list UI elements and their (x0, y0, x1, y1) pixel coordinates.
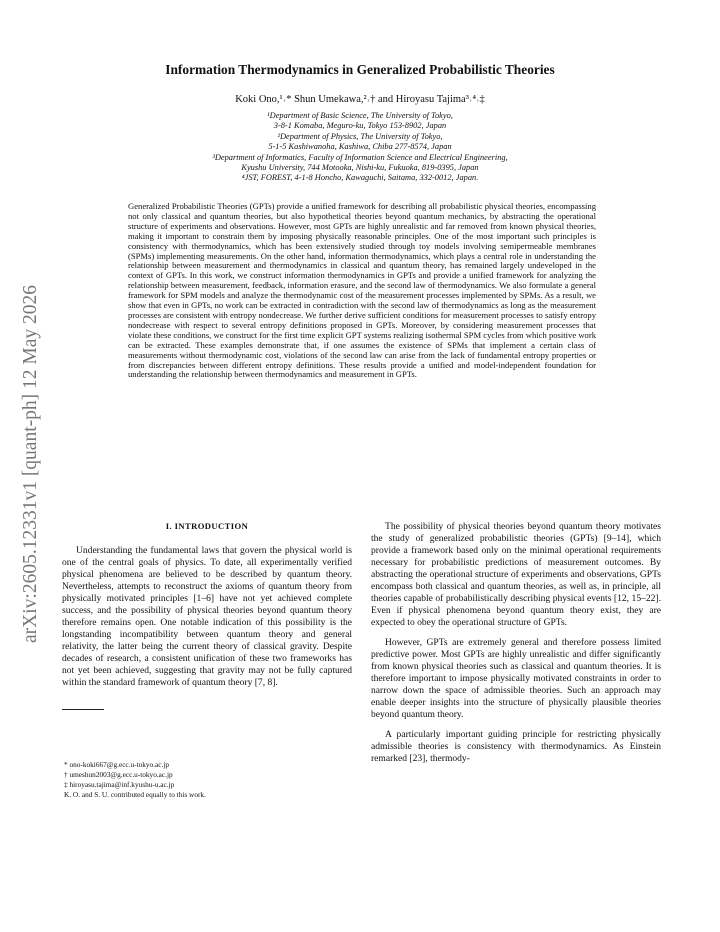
affiliation-line: ²Department of Physics, The University of Tokyo, (277, 131, 443, 141)
abstract: Generalized Probabilistic Theories (GPTs) provide a unified framework for describing all probabilistic physical theories, encompassing not only classical and quantum theories, but also hypothetical theories beyond quantum mechanics, by abstracting the operational structure of experiments and observations. However, most GPTs are highly unrealistic and far removed from known physical theories, making it important to constrain them by imposing physically reasonable principles. One of the most important such principles is consistency with thermodynamics, which has been extensively studied through toy models involving semipermeable membranes (SPMs) implementing measurements. On the other hand, information thermodynamics, which plays a central role in understanding the relationship between measurement and thermodynamics in classical and quantum theory, has remained largely undeveloped in the context of GPTs. In this work, we construct information thermodynamics in GPTs and provide a unified framework for analyzing the relationship between measurement, feedback, information erasure, and the second law of thermodynamics. We also formulate a general framework for SPM models and analyze the thermodynamic cost of the measurement processes implemented by SPMs. As a result, we show that even in GPTs, no work can be extracted in contradiction with the second law of thermodynamics as long as the measurement processes are consistent with entropy nondecrease. We further derive sufficient conditions for measurement processes to satisfy entropy nondecrease with respect to several entropy definitions proposed in GPTs. Moreover, by considering measurement processes that violate these conditions, we construct for the first time explicit GPT systems realizing isothermal SPM cycles from which positive work can be extracted. These examples demonstrate that, if one assumes the existence of SPMs that implement a certain class of measurements without thermodynamic cost, violations of the second law can arise from the lack of fundamental entropy properties or from discrepancies between different entropy definitions. These results provide a unified and model-independent foundation for understanding the relationship between thermodynamics and measurement in GPTs. (128, 201, 596, 380)
body-paragraph: However, GPTs are extremely general and therefore possess limited predictive power. Most GPTs are highly unrealistic and differ significantly from known physical theories such as classical and quantum theories. It is therefore important to impose physically motivated constraints in order to narrow down the space of admissible theories. Such an approach may enable deeper insights into the structure of physically plausible theories beyond quantum theory. (371, 637, 661, 720)
body-paragraph: A particularly important guiding principle for restricting physically admissible theories is consistency with thermodynamics. As Einstein remarked [23], thermody- (371, 729, 661, 764)
affiliation-line: 5-1-5 Kashiwanoha, Kashiwa, Chiba 277-8574, Japan (268, 142, 452, 152)
body-paragraph: The possibility of physical theories beyond quantum theory motivates the study of generalized probabilistic theories (GPTs) [9–14], which provide a framework based only on the minimal operational requirements necessary for probabilistic predictions of measurement outcomes. By abstracting the operational structure of experiments and observations, GPTs encompass both classical and quantum theories, as well as, in principle, all theories capable of probabilistically describing physical events [12, 15–22]. Even if physical phenomena beyond quantum theory exist, they are expected to obey the operational structure of GPTs. (371, 521, 661, 628)
left-column (62, 521, 352, 800)
footnote: † umeshun2003@g.ecc.u-tokyo.ac.jp (64, 770, 173, 779)
body-paragraph: Understanding the fundamental laws that govern the physical world is one of the central goals of physics. To date, all experimentally verified physical phenomena are believed to be described by quantum theory. Nevertheless, attempts to reconstruct the axioms of quantum theory from physically motivated principles [1–6] have not yet achieved complete success, and the possibility of physical theories beyond quantum theory therefore remains open. One notable indication of this possibility is the longstanding incompatibility between quantum theory and general relativity, the latter being the current theory of classical gravity. Despite decades of research, a consistent unification of these two frameworks has not yet been achieved, suggesting that gravity may not be fully captured within the standard framework of quantum theory [7, 8]. (62, 545, 352, 688)
affiliation-line: 3-8-1 Komaba, Meguro-ku, Tokyo 153-8902, Japan (273, 121, 447, 131)
affiliations (70, 111, 650, 184)
author-list: Koki Ono,¹˒* Shun Umekawa,²˒† and Hiroyasu Tajima³˒⁴˒‡ (235, 94, 485, 105)
footnote: ‡ hiroyasu.tajima@inf.kyushu-u.ac.jp (64, 780, 175, 789)
section-heading: I. INTRODUCTION (165, 521, 249, 531)
affiliation-line: Kyushu University, 744 Motooka, Nishi-ku, Fukuoka, 819-0395, Japan (241, 163, 479, 173)
affiliation-line: ¹Department of Basic Science, The University of Tokyo, (267, 111, 453, 120)
footnote-rule (62, 709, 104, 710)
paper-title: Information Thermodynamics in Generalized Probabilistic Theories (165, 62, 555, 77)
affiliation-line: ⁴JST, FOREST, 4-1-8 Honcho, Kawaguchi, Saitama, 332-0012, Japan. (241, 173, 479, 183)
footnote: K. O. and S. U. contributed equally to this work. (64, 790, 206, 799)
footnote: * ono-koki667@g.ecc.u-tokyo.ac.jp (64, 760, 169, 769)
affiliation-line: ³Department of Informatics, Faculty of Information Science and Electrical Engineering, (212, 152, 508, 162)
arxiv-identifier: arXiv:2605.12331v1 [quant-ph] 12 May 2026 (20, 285, 41, 643)
right-column (371, 521, 661, 773)
arxiv-sidebar (14, 238, 48, 690)
